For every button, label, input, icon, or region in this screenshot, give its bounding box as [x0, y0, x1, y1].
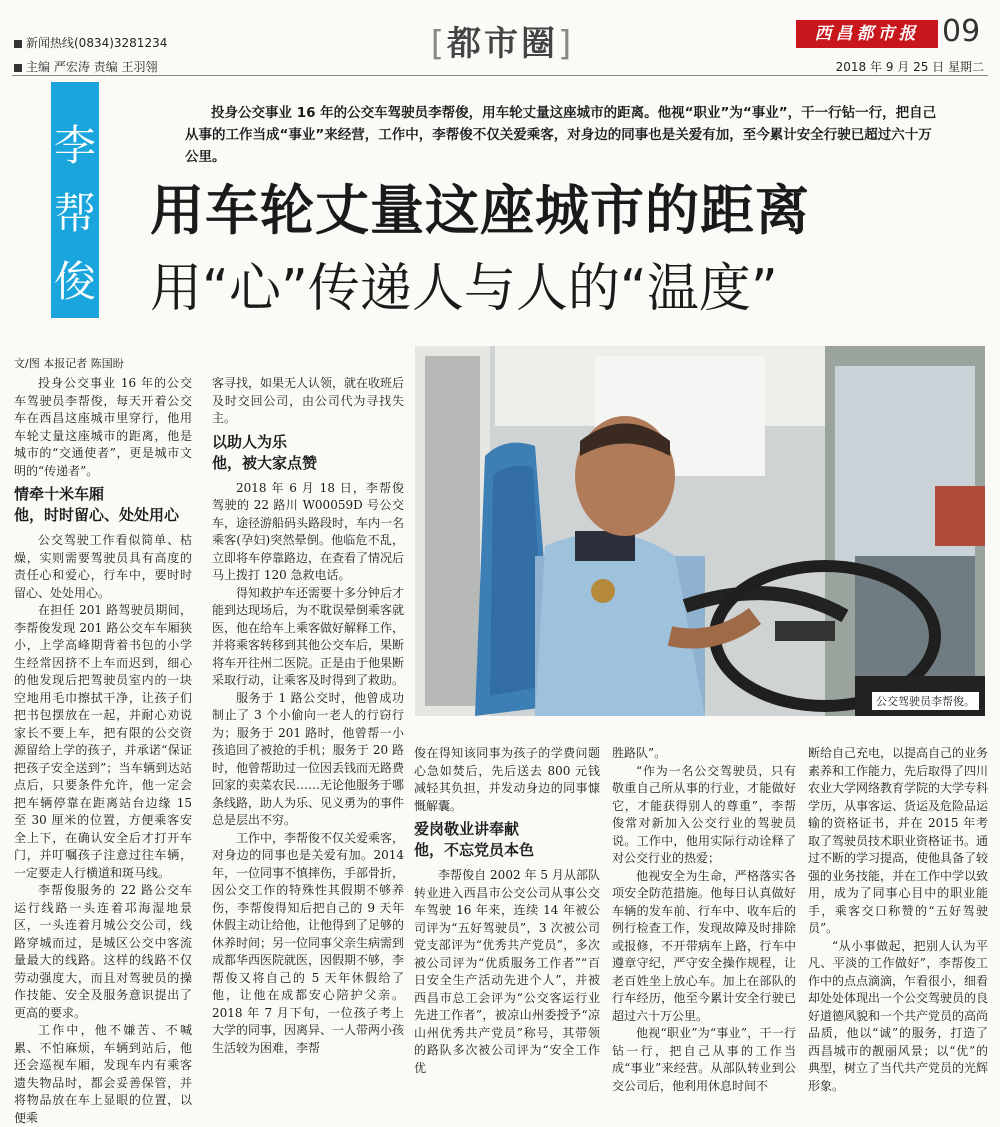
paragraph: 胜路队”。: [612, 746, 667, 760]
headline-sub: 用“心”传递人与人的“温度”: [150, 259, 778, 319]
article-column-4: [612, 745, 796, 1095]
issue-date: 2018 年 9 月 25 日 星期二: [835, 60, 984, 74]
subheading: 爱岗敬业讲奉献 他，不忘党员本色: [414, 820, 535, 859]
article-column-1: [14, 375, 192, 1127]
article-column-5: [808, 745, 988, 1095]
paragraph: 2018 年 6 月 18 日，李帮俊驾驶的 22 路川 W00059D 号公交车，途径游船码头路段时，车内一名乘客(孕妇)突然晕倒。他临危不乱，立即将车停靠路边，在查看了情况后马上拨打 120 急救电话。: [212, 480, 405, 582]
paragraph: 投身公交事业 16 年的公交车驾驶员李帮俊，每天开着公交车在西昌这座城市里穿行，他用车轮丈量这座城市的距离，他是城市的“交通使者”，更是城市文明的“传递者”。: [14, 376, 192, 478]
paragraph: 工作中，李帮俊不仅关爱乘客，对身边的同事也是关爱有加。2014 年，一位同事不慎摔伤，手部骨折，因公交工作的特殊性其假期不够养伤，李帮俊得知后把自己的 9 天年休假主动让给他，让他得到了足够的休养时间；另一位同事父亲生病需到成都华西医院就医，因假期不够，李帮俊又将自己的 5 天年休假给了他，让他在成都安心陪护父亲。2018 年 7 月下旬，一位孩子考上大学的同事，因离异、一人带两小孩生活较为困难，李帮: [212, 830, 405, 1055]
bus-driver-image: [415, 346, 985, 716]
paragraph: 李帮俊服务的 22 路公交车运行线路一头连着邛海湿地景区，一头连着月城公交公司，线路穿城而过，是城区公交中客流量最大的线路。这样的线路不仅劳动强度大，而且对驾驶员的操作技能、安全及服务意识提出了更高的要求。: [14, 883, 192, 1020]
news-hotline: 新闻热线(0834)3281234: [14, 34, 167, 51]
subheading: 情牵十米车厢 他，时时留心、处处用心: [14, 485, 180, 524]
header-rule: [12, 75, 988, 76]
paragraph: 得知救护车还需要十多分钟后才能到达现场后，为不耽误晕倒乘客就医，他在给车上乘客做好解释工作，并将乘客转移到其他公交车后，果断将车开往州二医院。正是由于他果断采取行动，让乘客及时得到了救助。: [212, 585, 405, 687]
masthead-logo: 西昌都市报: [796, 20, 938, 48]
article-column-3: [414, 745, 600, 1077]
paragraph: 在担任 201 路驾驶员期间，李帮俊发现 201 路公交车车厢狭小，上学高峰期背着书包的小学生经常因挤不上车而迟到，细心的他发现后把驾驶员室内的一块空地用毛巾擦拭干净，让孩子们把书包摆放在一起，并耐心劝说家长不要上车，把有限的公交资源留给上学的孩子，并承诺“保证把孩子安全送到”；当车辆到达站点后，只要条件允许，他一定会把车辆停靠在距离站台边缘 15 至 30 厘米的位置，方便乘客安全上下，在确认安全后才打开车门，并叮嘱孩子注意过往车辆，一定要走人行横道和斑马线。: [14, 603, 192, 880]
headline-main: 用车轮丈量这座城市的距离: [150, 179, 810, 242]
paragraph: “从小事做起，把别人认为平凡、平淡的工作做好”，李帮俊工作中的点点滴滴，乍看很小，细看却处处体现出一个公交驾驶员的良好道德风貌和一个共产党员的高尚品质，他以“诚”的服务，打造了西昌城市的靓丽风景；以“优”的典型，树立了当代共产党员的光辉形象。: [808, 938, 989, 1093]
subheading: 以助人为乐 他，被大家点赞: [212, 432, 318, 472]
person-name-bar: 李 帮 俊: [51, 82, 99, 318]
paragraph: 服务于 1 路公交时，他曾成功制止了 3 个小偷向一老人的行窃行为；服务于 201 路时，他曾帮一小孩追回了被抢的手机；服务于 20 路时，他曾帮助过一位因丢钱而无路费回家的卖菜农民……无论他服务于哪条线路，助人为乐、见义勇为的事件总是层出不穷。: [212, 690, 405, 827]
page-number: 09: [942, 14, 981, 49]
byline: 文/图 本报记者 陈国盼: [14, 357, 124, 370]
photo-caption: 公交驾驶员李帮俊。: [872, 692, 979, 710]
paragraph: 李帮俊自 2002 年 5 月从部队转业进入西昌市公交公司从事公交车驾驶 16 年来，连续 14 年被公司评为“五好驾驶员”，3 次被公司党支部评为“优秀共产党员”，多次被公司评为“优质服务工作者”“百日安全生产活动先进个人”，并被西昌市总工会评为“公交客运行业先进工作者”，被凉山州委授予“凉山州优秀共产党员”称号，其带领的路队多次被公司评为“安全工作优: [414, 868, 600, 1075]
paragraph: 断给自己充电，以提高自己的业务素养和工作能力，先后取得了四川农业大学网络教育学院的大学专科学历，从事客运、货运及危险品运输的资格证书，并在 2015 年考取了驾驶员技术职业资格证书。通过不断的学习提高，使他具备了较强的业务技能，并在工作中学以致用，成为了同事心目中的职业能手，乘客交口称赞的“五好驾驶员”。: [808, 746, 989, 935]
paragraph: 他视安全为生命，严格落实各项安全防范措施。他每日认真做好车辆的发车前、行车中、收车后的例行检查工作，发现故障及时排除或报修，不开带病车上路，行车中遵章守纪，严守安全操作规程，让老百姓坐上放心车。加上在部队的行车经历，他至今累计安全行驶已超过六十万公里。: [612, 868, 796, 1023]
paragraph: 他视“职业”为“事业”，干一行钻一行，把自己从事的工作当成“事业”来经营。从部队转业到公交公司后，他利用休息时间不: [612, 1026, 796, 1093]
paragraph: 客寻找，如果无人认领，就在收班后及时交回公司，由公司代为寻找失主。: [212, 376, 405, 425]
paragraph: 俊在得知该同事为孩子的学费问题心急如焚后，先后送去 800 元钱减轻其负担，并发动身边的同事慷慨解囊。: [414, 746, 600, 813]
article-column-2: [212, 375, 404, 1057]
driver-photo: [415, 346, 985, 716]
editors-line: 主编 严宏涛 责编 王羽翎: [14, 58, 157, 75]
section-label: [都市圈]: [430, 24, 575, 64]
paragraph: “作为一名公交驾驶员，只有敬重自己所从事的行业，才能做好它，才能获得别人的尊重”，李帮俊常对新加入公交行业的驾驶员说。工作中，他用实际行动诠释了对公交行业的热爱；: [612, 763, 796, 865]
paragraph: 工作中，他不嫌苦、不喊累、不怕麻烦，车辆到站后，他还会巡视车厢，发现车内有乘客遗失物品时，都会妥善保管，并将物品放在车上显眼的位置，以便乘: [14, 1023, 192, 1125]
article-lede: 投身公交事业 16 年的公交车驾驶员李帮俊，用车轮丈量这座城市的距离。他视“职业”为“事业”，干一行钻一行，把自己从事的工作当成“事业”来经营，工作中，李帮俊不仅关爱乘客，对身边的同事也是关爱有加，至今累计安全行驶已超过六十万公里。: [185, 105, 937, 165]
paragraph: 公交驾驶工作看似简单、枯燥，实则需要驾驶员具有高度的责任心和爱心，行车中，要时时留心、处处用心。: [14, 533, 192, 600]
